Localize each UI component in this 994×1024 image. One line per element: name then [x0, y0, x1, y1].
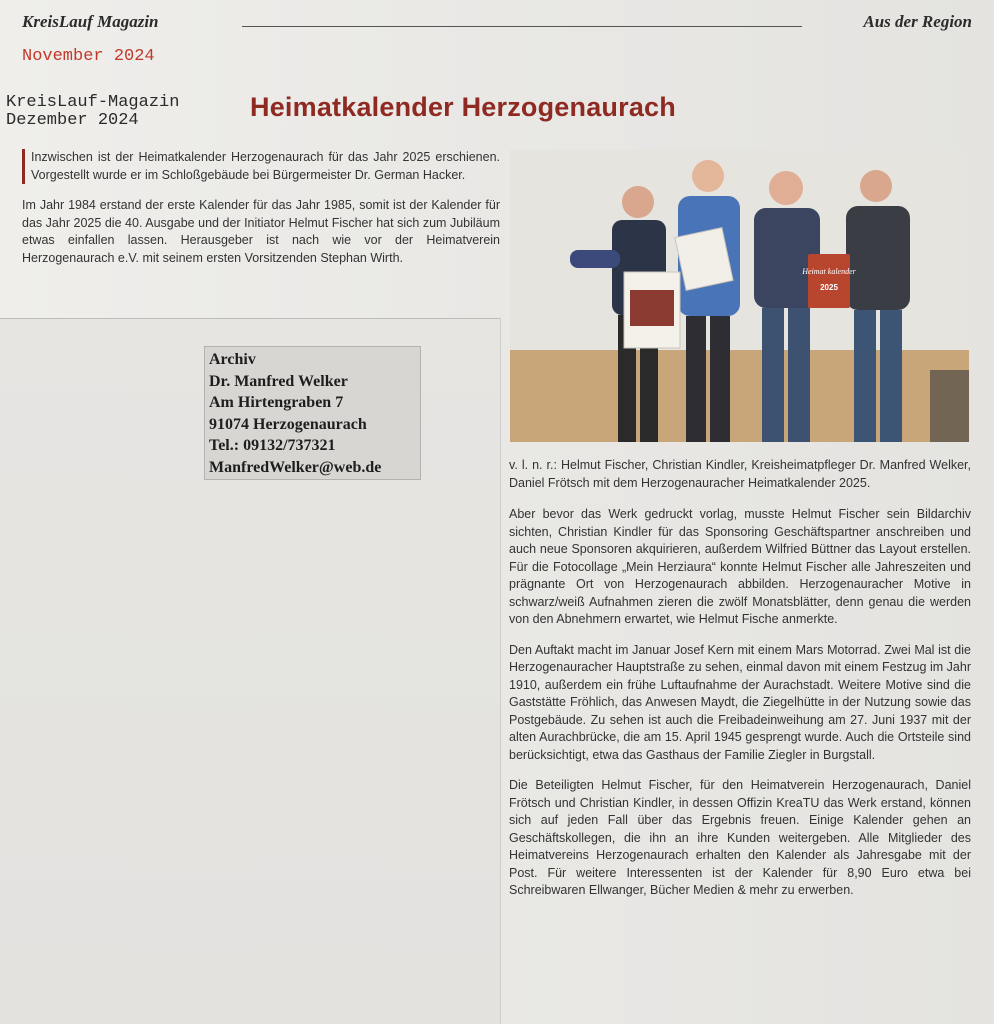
calendar-cover-title: Heimat kalender [802, 267, 856, 276]
article-paragraph: Die Beteiligten Helmut Fischer, für den Heimatverein Herzogenaurach, Daniel Frötsch und Christian Kindler, in dessen Offizin KreaTU das Werk erstand, können sich auf jeden Fall über das Ergebnis freuen. Einige Kalender gehen an Geschäftskollegen, die ihn an ihre Kunden weitergeben. Alle Mitglieder des Heimatvereins Herzogenaurach erhalten den Kalender als Jahresgabe mit der Post. Für weitere Interessenten ist der Kalender für 8,90 Euro etwa bei Schreibwaren Ellwanger, Bücher Medien & mehr zu erwerben. [509, 778, 971, 897]
archive-address-label [204, 346, 421, 480]
article-headline: Heimatkalender Herzogenaurach [250, 92, 676, 122]
calendar-cover [801, 254, 856, 308]
stamp-line-1: KreisLauf-Magazin [6, 93, 180, 112]
archive-line: Tel.: 09132/737321 [209, 437, 336, 454]
article-paragraph: Im Jahr 1984 erstand der erste Kalender für das Jahr 1985, somit ist der Kalender für das Jahr 2025 die 40. Ausgabe und der Initiator Helmut Fischer hat sich zum Jubiläum etwas einfallen lassen. Herausgeber ist nach wie vor der Heimatverein Herzogenaurach e.V. mit seinem ersten Vorsitzenden Stephan Wirth. [22, 198, 500, 265]
header-rule [242, 26, 802, 27]
clipping-edge [0, 318, 500, 319]
article-photo [510, 150, 969, 442]
article-paragraph: Den Auftakt macht im Januar Josef Kern mit einem Mars Motorrad. Zwei Mal ist die Herzogenauracher Hauptstraße zu sehen, einmal davon mit einem Festzug im Jahr 1910, außerdem ein frühe Luftaufnahme der Aurachstadt. Weitere Motive sind die Gaststätte Fröhlich, das Anwesen Maydt, die Ziegelhütte in der Nutzung sowie das Postgebäude. Zu sehen ist auch die Freibadeinweihung am 27. Juni 1937 mit der alten Aurachbrücke, die am 15. April 1945 gesprengt wurde. Auch die Ortsteile sind berücksichtigt, etwa das Gasthaus der Familie Ziegler in Burgstall. [509, 642, 971, 762]
archive-line: Dr. Manfred Welker [209, 372, 348, 390]
photo-illustration [510, 150, 969, 442]
article-paragraph: Aber bevor das Werk gedruckt vorlag, musste Helmut Fischer sein Bildarchiv sichten, Christian Kindler für das Sponsoring Geschäftspartner anschreiben und auch neue Sponsoren akquirieren, außerdem Wilfried Büttner das Layout erstellen. Für die Fotocollage „Mein Herziaura“ konnte Helmut Fischer alle Jahreszeiten und prägnante Ort von Herzogenaurach abbilden. Herzogenauracher Motive in schwarz/weiß Aufnahmen zieren die zwölf Monatsblätter, denn genau die werden von den Abnehmern erwartet, wie Helmut Fische anmerkte. [509, 507, 971, 626]
section-label: Aus der Region [863, 12, 972, 31]
date-stamp-november: November 2024 [22, 47, 155, 66]
article-lead-paragraph: Inzwischen ist der Heimatkalender Herzogenaurach für das Jahr 2025 erschienen. Vorgestellt wurde er im Schloßgebäude bei Bürgermeister Dr. German Hacker. [22, 149, 500, 184]
stamp-line-2: Dezember 2024 [6, 111, 139, 130]
archive-line: Am Hirtengraben 7 [209, 394, 344, 411]
archive-line: 91074 Herzogenaurach [209, 415, 367, 433]
calendar-poster-1 [624, 272, 680, 348]
article-right-column [509, 457, 971, 913]
archive-line: Archiv [209, 351, 256, 368]
date-stamp-dezember [6, 94, 179, 130]
archive-email: ManfredWelker@web.de [209, 458, 382, 476]
article-left-column [22, 149, 500, 280]
photo-caption: v. l. n. r.: Helmut Fischer, Christian Kindler, Kreisheimatpfleger Dr. Manfred Welker, Daniel Frötsch mit dem Herzogenauracher Heimatkalender 2025. [509, 458, 971, 490]
calendar-poster-2 [675, 228, 733, 291]
magazine-masthead: KreisLauf Magazin [22, 12, 159, 31]
calendar-cover-year: 2025 [820, 283, 838, 292]
